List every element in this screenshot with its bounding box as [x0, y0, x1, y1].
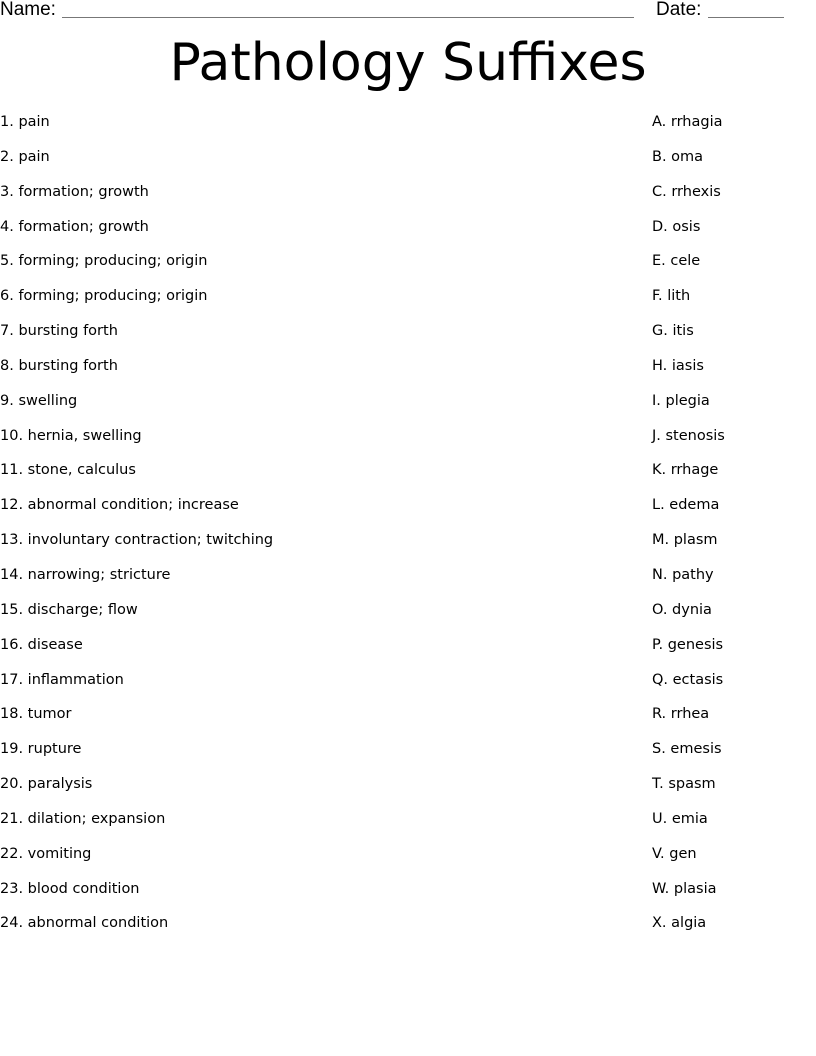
definition-item: 7. bursting forth: [0, 323, 118, 340]
definition-item: 8. bursting forth: [0, 357, 118, 374]
definition-item: 16. disease: [0, 636, 83, 653]
suffix-item: G. itis: [652, 323, 694, 340]
suffix-item: W. plasia: [652, 880, 717, 897]
definition-item: 5. forming; producing; origin: [0, 253, 208, 270]
definition-item: 12. abnormal condition; increase: [0, 497, 239, 514]
definition-item: 24. abnormal condition: [0, 915, 169, 932]
suffix-item: T. spasm: [652, 776, 716, 793]
definition-item: 1. pain: [0, 114, 50, 130]
name-field-line: [62, 17, 634, 18]
date-label: Date:: [656, 0, 702, 20]
name-label: Name:: [0, 0, 56, 20]
suffix-item: F. lith: [652, 288, 691, 305]
definition-item: 14. narrowing; stricture: [0, 566, 171, 583]
suffix-item: X. algia: [652, 915, 707, 932]
definition-item: 6. forming; producing; origin: [0, 288, 208, 305]
definition-item: 21. dilation; expansion: [0, 810, 166, 827]
suffix-item: B. oma: [652, 148, 704, 165]
worksheet-title: Pathology Suffixes: [169, 33, 647, 93]
definition-item: 23. blood condition: [0, 880, 140, 897]
definition-item: 9. swelling: [0, 392, 78, 409]
definition-item: 15. discharge; flow: [0, 601, 138, 618]
suffix-item: A. rrhagia: [652, 114, 723, 130]
suffix-item: K. rrhage: [652, 462, 719, 479]
definition-item: 20. paralysis: [0, 776, 93, 793]
suffix-item: H. iasis: [652, 357, 704, 374]
suffix-item: U. emia: [652, 810, 708, 827]
worksheet-header: [0, 0, 816, 24]
definition-item: 17. inflammation: [0, 671, 124, 688]
definition-item: 11. stone, calculus: [0, 462, 136, 479]
suffix-item: P. genesis: [652, 636, 724, 653]
definition-item: 3. formation; growth: [0, 183, 149, 200]
suffix-item: L. edema: [652, 497, 720, 514]
suffix-item: O. dynia: [652, 601, 712, 618]
suffix-item: E. cele: [652, 253, 701, 270]
suffix-item: M. plasm: [652, 532, 718, 549]
definition-item: 19. rupture: [0, 741, 82, 758]
definition-item: 10. hernia, swelling: [0, 427, 142, 444]
suffixes-list: [652, 112, 812, 948]
suffix-item: V. gen: [652, 845, 697, 862]
suffix-item: C. rrhexis: [652, 183, 721, 200]
definition-item: 22. vomiting: [0, 845, 92, 862]
definition-item: 13. involuntary contraction; twitching: [0, 532, 274, 549]
suffix-item: Q. ectasis: [652, 671, 724, 688]
suffix-item: D. osis: [652, 218, 701, 235]
definition-item: 4. formation; growth: [0, 218, 149, 235]
definitions-list: [0, 112, 600, 948]
suffix-item: J. stenosis: [652, 427, 725, 444]
date-field-line: [708, 17, 784, 18]
suffix-item: I. plegia: [652, 392, 710, 409]
definition-item: 2. pain: [0, 148, 50, 165]
suffix-item: N. pathy: [652, 566, 714, 583]
definition-item: 18. tumor: [0, 706, 72, 723]
suffix-item: S. emesis: [652, 741, 722, 758]
suffix-item: R. rrhea: [652, 706, 710, 723]
